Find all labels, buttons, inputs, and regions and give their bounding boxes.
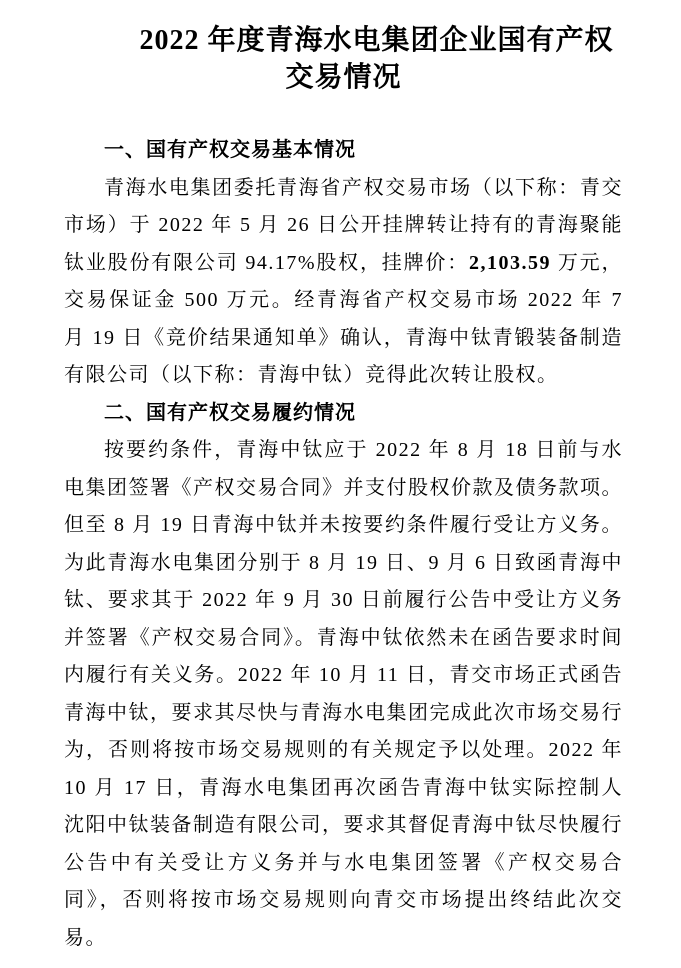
- section1-paragraph-text-after-price: 万元，交易保证金 500 万元。经青海省产权交易市场 2022 年 7 月 19 日《竞价结果通知单》确认，青海中钛青锻装备制造有限公司（以下称：青海中钛）竞得此次转让股权。: [64, 251, 623, 386]
- section2-heading: 二、国有产权交易履约情况: [104, 401, 356, 424]
- section1-heading: 一、国有产权交易基本情况: [104, 139, 356, 161]
- section1-paragraph: [64, 170, 623, 395]
- listing-price-value: 2,103.59: [469, 251, 552, 274]
- document-title-line2: 交易情况: [285, 62, 402, 93]
- section1-paragraph-text-before-price: 青海水电集团委托青海省产权交易市场（以下称：青交市场）于 2022 年 5 月 26 日公开挂牌转让持有的青海聚能钛业股份有限公司 94.17%股权，挂牌价：: [64, 176, 623, 274]
- document-title-line1: 2022 年度青海水电集团企业国有产权: [139, 25, 614, 56]
- section2-paragraph: 按要约条件，青海中钛应于 2022 年 8 月 18 日前与水电集团签署《产权交易合同》并支付股权价款及债务款项。但至 8 月 19 日青海中钛并未按要约条件履行受让方义务。为此青海水电集团分别于 8 月 19 日、9 月 6 日致函青海中钛、要求其于 2022 年 9 月 30 日前履行公告中受让方义务并签署《产权交易合同》。青海中钛依然未在函告要求时间内履行有关义务。2022 年 10 月 11 日，青交市场正式函告青海中钛，要求其尽快与青海水电集团完成此次市场交易行为，否则将按市场交易规则的有关规定予以处理。2022 年 10 月 17 日，青海水电集团再次函告青海中钛实际控制人沈阳中钛装备制造有限公司，要求其督促青海中钛尽快履行公告中有关受让方义务并与水电集团签署《产权交易合同》，否则将按市场交易规则向青交市场提出终结此次交易。: [64, 439, 623, 949]
- document-title: [64, 22, 623, 96]
